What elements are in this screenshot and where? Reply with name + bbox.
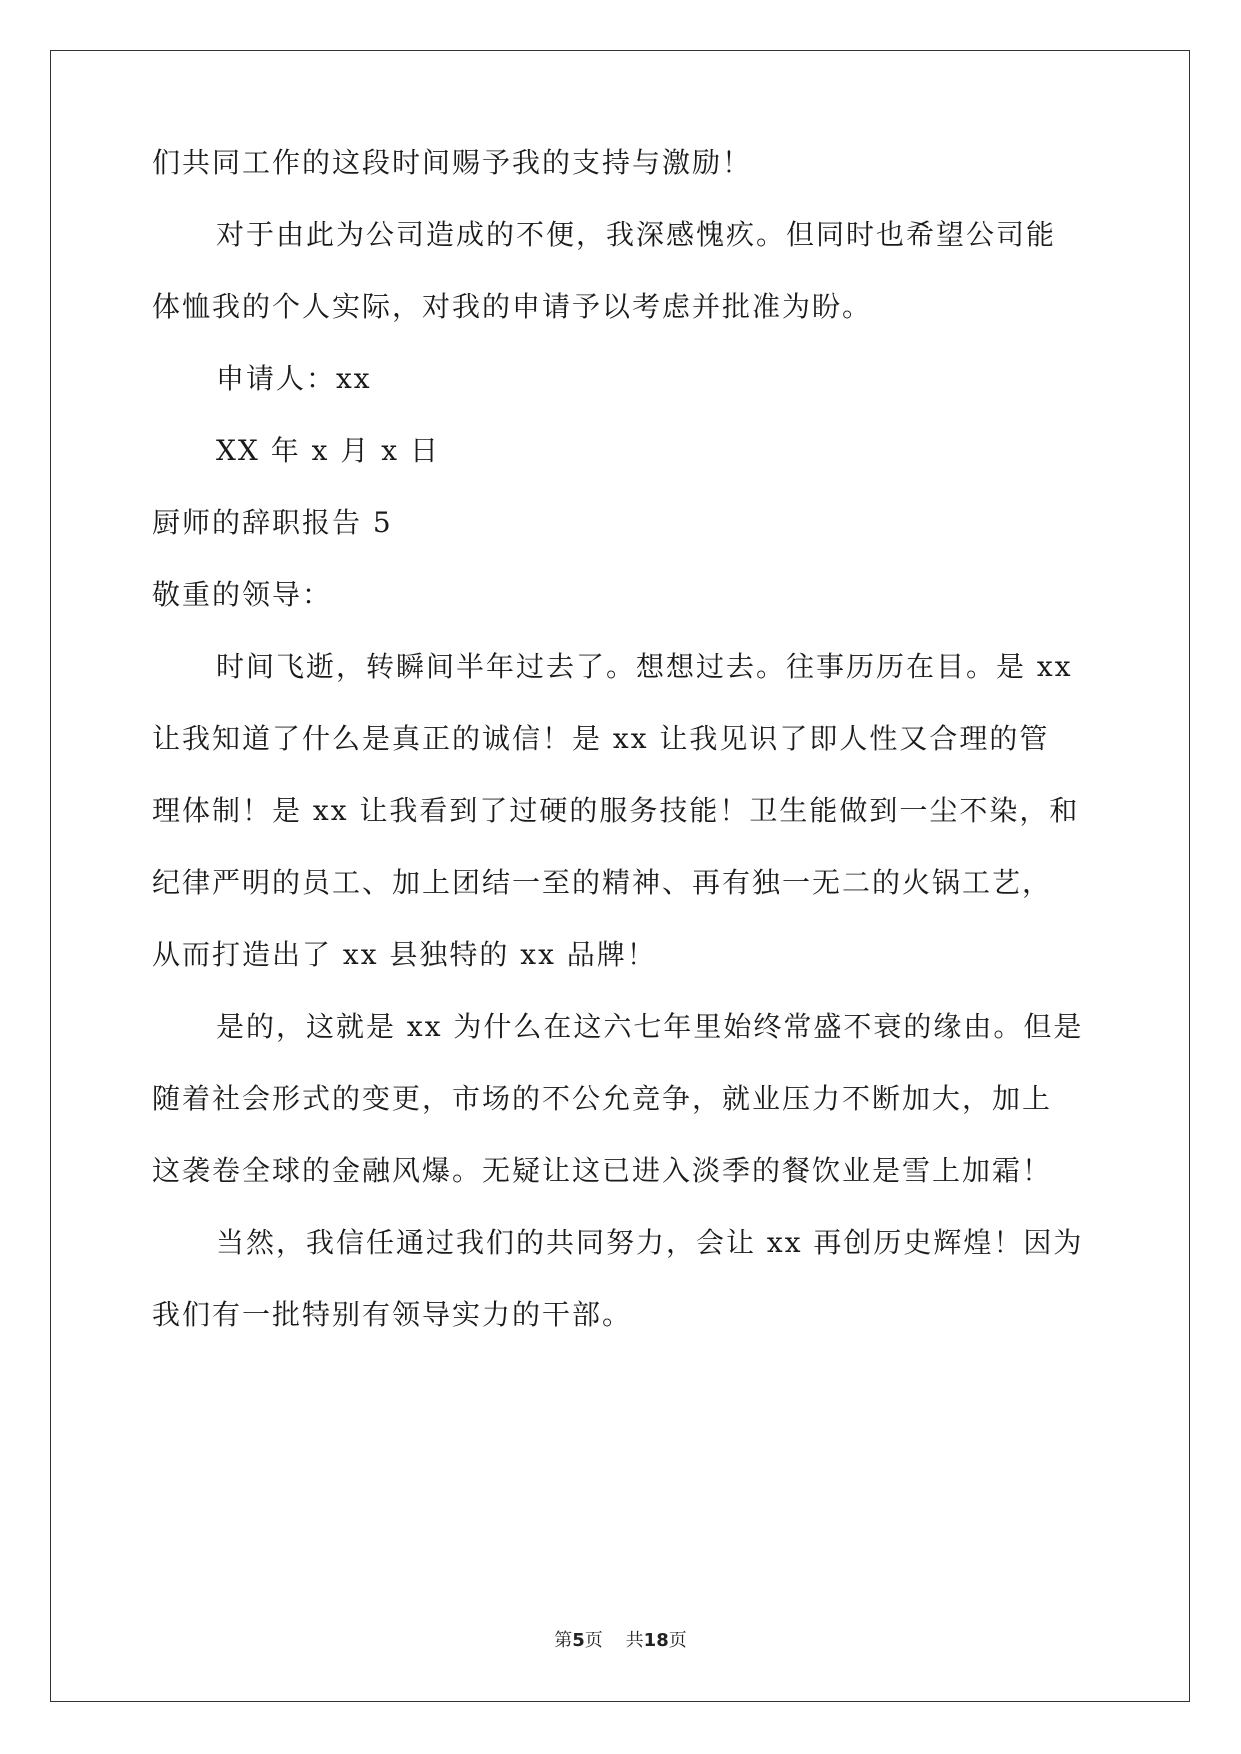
text-line: 当然，我信任通过我们的共同努力，会让 xx 再创历史辉煌！因为 — [216, 1226, 1084, 1259]
text-line: 让我知道了什么是真正的诚信！是 xx 让我见识了即人性又合理的管 — [152, 722, 1050, 755]
text-line: 理体制！是 xx 让我看到了过硬的服务技能！卫生能做到一尘不染，和 — [152, 794, 1080, 827]
text-line: 们共同工作的这段时间赐予我的支持与激励！ — [152, 146, 753, 179]
text-line: 这袭卷全球的金融风爆。无疑让这已进入淡季的餐饮业是雪上加霜！ — [152, 1154, 1053, 1187]
section-title: 厨师的辞职报告 5 — [152, 506, 393, 539]
page-number: 5 — [572, 1630, 585, 1651]
footer-total-prefix: 共 — [625, 1630, 644, 1651]
text-line: 我们有一批特别有领导实力的干部。 — [152, 1298, 633, 1331]
text-line: 是的，这就是 xx 为什么在这六七年里始终常盛不衰的缘由。但是 — [216, 1010, 1084, 1043]
date-line: XX 年 x 月 x 日 — [216, 434, 440, 467]
applicant-line: 申请人：xx — [216, 362, 372, 395]
text-line: 纪律严明的员工、加上团结一至的精神、再有独一无二的火锅工艺， — [152, 866, 1053, 899]
total-pages: 18 — [643, 1630, 669, 1651]
footer-total-suffix: 页 — [668, 1630, 687, 1651]
footer-page-suffix: 页 — [584, 1630, 603, 1651]
text-line: 对于由此为公司造成的不便，我深感愧疚。但同时也希望公司能 — [216, 218, 1057, 251]
salutation: 敬重的领导： — [152, 578, 333, 611]
text-line: 从而打造出了 xx 县独特的 xx 品牌！ — [152, 938, 657, 971]
page-footer — [0, 1626, 1241, 1652]
footer-prefix: 第 — [554, 1630, 573, 1651]
text-line: 时间飞逝，转瞬间半年过去了。想想过去。往事历历在目。是 xx — [216, 650, 1073, 683]
text-line: 随着社会形式的变更，市场的不公允竞争，就业压力不断加大，加上 — [152, 1082, 1053, 1115]
text-line: 体恤我的个人实际，对我的申请予以考虑并批准为盼。 — [152, 290, 873, 323]
